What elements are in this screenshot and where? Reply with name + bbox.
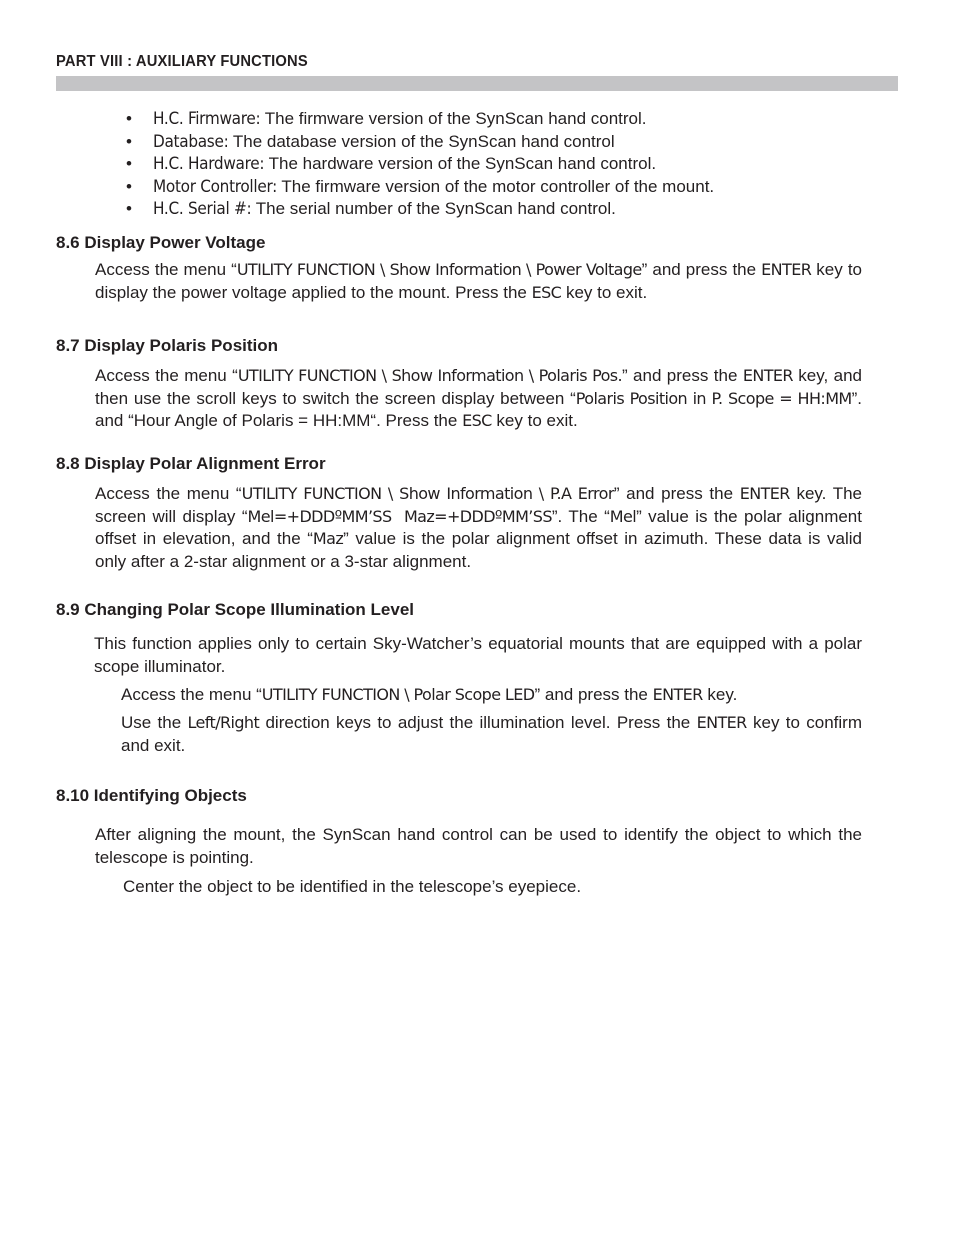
display-text: Mel=+DDDºMM’SS Maz=+DDDºMM’SS <box>247 506 552 526</box>
enter-key-label: ENTER <box>761 260 812 279</box>
section-8-10-step: Center the object to be identified in the telescope’s eyepiece. <box>123 877 582 896</box>
header-rule <box>56 76 898 91</box>
maz-label: Maz <box>312 529 344 548</box>
display-text: Polaris Position in P. Scope = HH:MM <box>575 388 852 408</box>
page-header-title: PART VIII : AUXILIARY FUNCTIONS <box>56 53 308 70</box>
section-8-6-heading: 8.6 Display Power Voltage <box>56 233 266 252</box>
section-8-8-heading: 8.8 Display Polar Alignment Error <box>56 454 326 473</box>
section-8-9-heading: 8.9 Changing Polar Scope Illumination Level <box>56 600 415 619</box>
section-8-10-heading: 8.10 Identifying Objects <box>56 786 247 805</box>
menu-path: UTILITY FUNCTION \ Show Information \ P.A Error <box>241 484 614 503</box>
section-8-8-paragraph: Access the menu “UTILITY FUNCTION \ Show Information \ P.A Error” and press the ENTER key. The screen will display “Mel=+DDDºMM’SS Maz=+DDDºMM’SS”. The “Mel” value is the polar alignment offset in elevation, and the “Maz” value is the polar alignment offset in azimuth. These data is valid only after a 2-star alignment or a 3-star alignment. <box>95 484 863 571</box>
section-8-7-heading: 8.7 Display Polaris Position <box>56 336 279 355</box>
bullet-term: Database: <box>153 131 229 152</box>
bullet-icon: • <box>126 176 132 196</box>
mel-label: Mel <box>609 506 637 526</box>
esc-key-label: ESC <box>462 411 492 430</box>
bullet-desc: The serial number of the SynScan hand control. <box>251 199 616 218</box>
menu-path: UTILITY FUNCTION \ Show Information \ Power Voltage <box>236 260 642 279</box>
enter-key-label: ENTER <box>652 685 703 704</box>
section-8-9-step-2: Use the Left/Right direction keys to adjust the illumination level. Press the ENTER key to confirm and exit. <box>121 713 862 755</box>
section-8-9-step-1: Access the menu “UTILITY FUNCTION \ Polar Scope LED” and press the ENTER key. <box>121 685 738 704</box>
bullet-icon: • <box>126 154 132 173</box>
bullet-desc: The firmware version of the motor controller of the mount. <box>277 176 715 196</box>
bullet-icon: • <box>126 109 132 128</box>
menu-path: UTILITY FUNCTION \ Show Information \ Polaris Pos. <box>237 366 622 385</box>
bullet-term: H.C. Firmware: <box>153 109 261 129</box>
section-8-6-paragraph: Access the menu “UTILITY FUNCTION \ Show Information \ Power Voltage” and press the ENTER key to display the power voltage applied to the mount. Press the ESC key to exit. <box>95 260 862 302</box>
section-8-9-intro: This function applies only to certain Sky-Watcher’s equatorial mounts that are equipped with a polar scope illuminator. <box>94 634 862 676</box>
enter-key-label: ENTER <box>696 713 747 732</box>
menu-path: UTILITY FUNCTION \ Polar Scope LED <box>261 685 535 704</box>
bullet-term: Motor Controller: <box>153 176 277 197</box>
bullet-desc: The database version of the SynScan hand control <box>228 131 615 151</box>
section-8-7-paragraph: Access the menu “UTILITY FUNCTION \ Show Information \ Polaris Pos.” and press the ENTER key, and then use the scroll keys to switch the screen display between “Polaris Position in P. Scope = HH:MM”. and “Hour Angle of Polaris = HH:MM“. Press the ESC key to exit. <box>95 366 863 430</box>
bullet-icon: • <box>126 199 132 218</box>
bullet-term: H.C. Hardware: <box>153 154 265 174</box>
bullet-icon: • <box>126 131 132 151</box>
bullet-desc: The hardware version of the SynScan hand control. <box>264 154 657 173</box>
bullet-desc: The firmware version of the SynScan hand control. <box>260 109 647 128</box>
section-8-10-intro: After aligning the mount, the SynScan hand control can be used to identify the object to which the telescope is pointing. <box>95 825 862 867</box>
enter-key-label: ENTER <box>739 484 790 503</box>
left-right-key-label: Left/Right <box>187 713 260 732</box>
enter-key-label: ENTER <box>742 366 793 385</box>
bullet-term: H.C. Serial #: <box>153 199 252 219</box>
esc-key-label: ESC <box>531 282 562 302</box>
